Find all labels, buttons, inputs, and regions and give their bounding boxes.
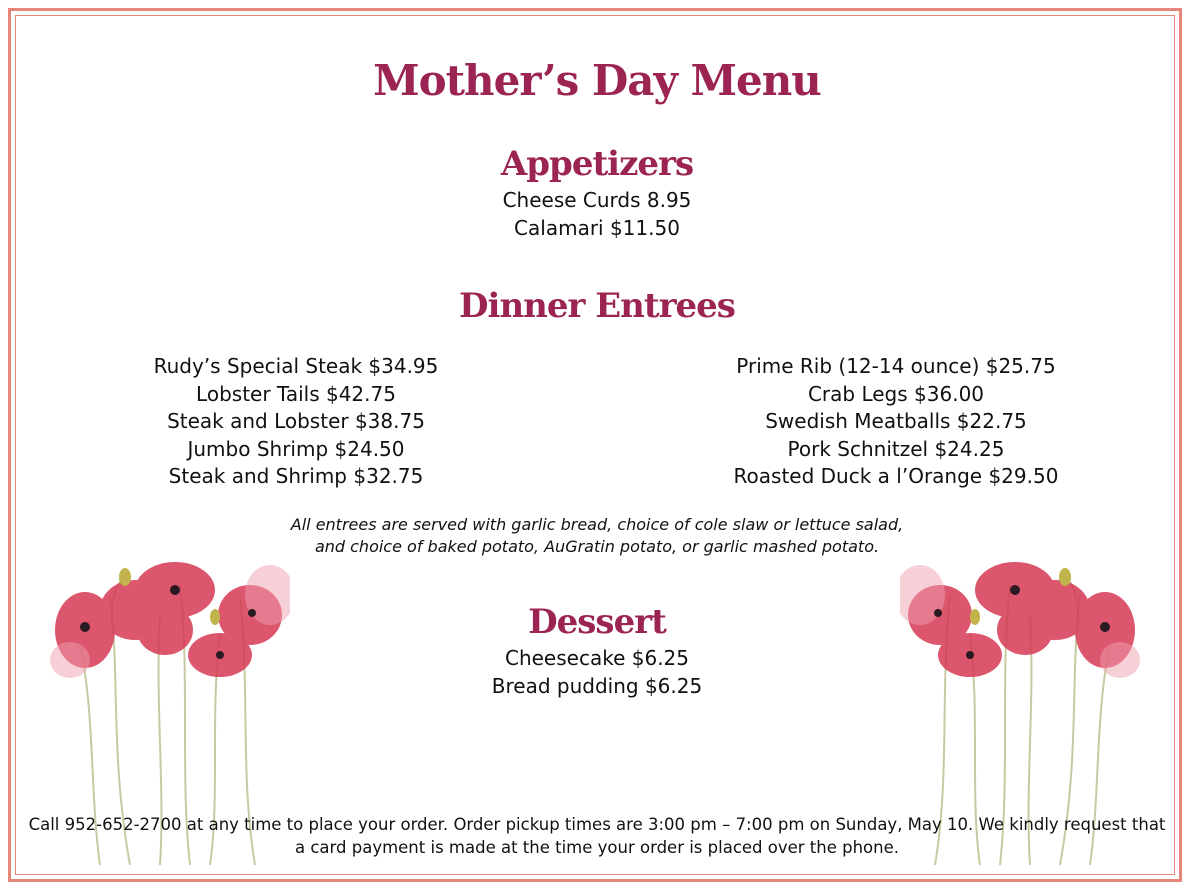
- list-item: Rudy’s Special Steak $34.95: [153, 354, 439, 378]
- entrees-note-line1: All entrees are served with garlic bread, choice of cole slaw or lettuce salad,: [290, 515, 904, 534]
- entrees-note: [0, 514, 1194, 558]
- list-item: Crab Legs $36.00: [807, 381, 985, 406]
- list-item: Jumbo Shrimp $24.50: [187, 436, 405, 461]
- list-item: Calamari $11.50: [514, 215, 680, 240]
- list-item: Swedish Meatballs $22.75: [765, 409, 1027, 433]
- entrees-right-list: [676, 353, 1116, 491]
- footer-line1: Call 952-652-2700 at any time to place your order. Order pickup times are 3:00 pm – 7:00 pm on Sunday, May 10. We kindly request that: [28, 815, 1166, 834]
- footer-line2: a card payment is made at the time your order is placed over the phone.: [294, 838, 899, 857]
- list-item: Bread pudding $6.25: [491, 673, 703, 698]
- entrees-left-list: [96, 353, 496, 491]
- list-item: Cheesecake $6.25: [504, 646, 689, 670]
- page-title: Mother’s Day Menu: [373, 56, 821, 105]
- list-item: Cheese Curds 8.95: [502, 188, 692, 212]
- list-item: Roasted Duck a l’Orange $29.50: [733, 464, 1059, 488]
- list-item: Pork Schnitzel $24.25: [787, 436, 1005, 461]
- list-item: Steak and Shrimp $32.75: [168, 464, 424, 488]
- list-item: Lobster Tails $42.75: [196, 381, 396, 406]
- dessert-heading: Dessert: [528, 602, 666, 642]
- list-item: Steak and Lobster $38.75: [167, 409, 425, 433]
- appetizers-heading: Appetizers: [500, 144, 694, 184]
- appetizers-list: [0, 187, 1194, 242]
- entrees-note-line2: and choice of baked potato, AuGratin potato, or garlic mashed potato.: [314, 537, 880, 556]
- order-info-footer: [22, 813, 1172, 859]
- entrees-heading: Dinner Entrees: [459, 286, 735, 326]
- list-item: Prime Rib (12-14 ounce) $25.75: [736, 354, 1056, 378]
